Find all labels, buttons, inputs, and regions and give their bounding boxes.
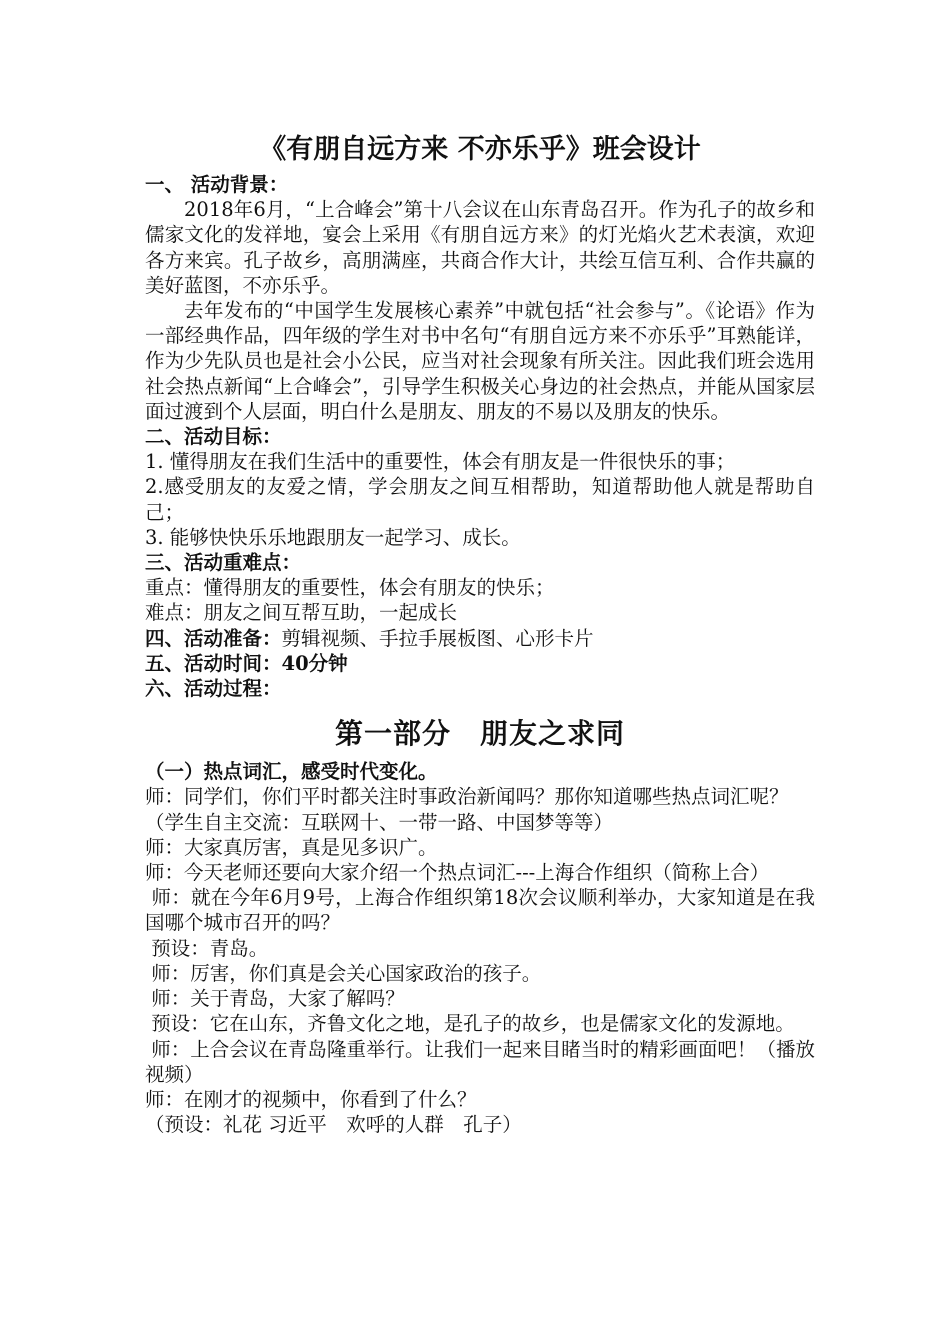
- document-page: [145, 130, 815, 1137]
- dialog-line: 师：上合会议在青岛隆重举行。让我们一起来目睹当时的精彩画面吧！（播放视频）: [145, 1037, 815, 1086]
- dialog-line: 师：关于青岛，大家了解吗？: [145, 987, 405, 1011]
- dialog-line: 师：大家真厉害，真是见多识广。: [145, 835, 438, 859]
- preparation-text: 剪辑视频、手拉手展板图、心形卡片: [281, 626, 594, 650]
- section-heading-background: 一、 活动背景：: [145, 173, 289, 196]
- subsection-heading-hot-words: （一）热点词汇，感受时代变化。: [145, 760, 438, 784]
- section-heading-time: 五、活动时间：: [145, 651, 282, 675]
- goal-item-3: 3. 能够快快乐乐地跟朋友一起学习、成长。: [145, 525, 521, 549]
- dialog-line: （预设：礼花 习近平 欢呼的人群 孔子）: [145, 1113, 522, 1137]
- dialog-line: 预设：青岛。: [145, 936, 269, 960]
- section-heading-preparation: 四、活动准备：: [145, 626, 282, 650]
- dialog-line: 师：厉害，你们真是会关心国家政治的孩子。: [145, 961, 542, 985]
- dialog-line: 师：就在今年6月9号，上海合作组织第18次会议顺利举办，大家知道是在我国哪个城市召开的吗？: [145, 886, 815, 935]
- goal-item-2: 2.感受朋友的友爱之情，学会朋友之间互相帮助，知道帮助他人就是帮助自己；: [145, 475, 815, 524]
- difficult-point-text: 难点：朋友之间互帮互助，一起成长: [145, 601, 458, 625]
- dialog-line: 预设：它在山东，齐鲁文化之地，是孔子的故乡，也是儒家文化的发源地。: [145, 1012, 795, 1036]
- goal-item-1: 1. 懂得朋友在我们生活中的重要性，体会有朋友是一件很快乐的事；: [145, 450, 736, 474]
- background-paragraph-2: 去年发布的“中国学生发展核心素养”中就包括“社会参与”。《论语》作为一部经典作品，四年级的学生对书中名句“有朋自远方来不亦乐乎”耳熟能详，作为少先队员也是社会小公民，应当对社会现象有所关注。因此我们班会选用社会热点新闻“上合峰会”，引导学生积极关心身边的社会热点，并能从国家层面过渡到个人层面，明白什么是朋友、朋友的不易以及朋友的快乐。: [145, 299, 815, 423]
- dialog-line: 师：同学们，你们平时都关注时事政治新闻吗？那你知道哪些热点词汇呢？: [145, 785, 789, 809]
- background-paragraph-1: 2018年6月，“上合峰会”第十八会议在山东青岛召开。作为孔子的故乡和儒家文化的发祥地，宴会上采用《有朋自远方来》的灯光焰火艺术表演，欢迎各方来宾。孔子故乡，高朋满座，共商合作大计，共绘互信互利、合作共赢的美好蓝图，不亦乐乎。: [145, 198, 815, 297]
- dialog-line: （学生自主交流：互联网十、一带一路、中国梦等等）: [145, 810, 614, 834]
- section-heading-process: 六、活动过程：: [145, 677, 282, 701]
- time-text: 40分钟: [281, 651, 348, 675]
- dialog-line: 师：在刚才的视频中，你看到了什么？: [145, 1087, 477, 1111]
- time-line: [145, 651, 815, 676]
- document-title: 《有朋自远方来 不亦乐乎》班会设计: [259, 134, 701, 165]
- key-point-text: 重点：懂得朋友的重要性，体会有朋友的快乐；: [145, 576, 555, 600]
- dialog-line: 师：今天老师还要向大家介绍一个热点词汇---上海合作组织（简称上合）: [145, 861, 770, 885]
- preparation-line: [145, 626, 815, 651]
- part-one-title: 第一部分 朋友之求同: [334, 717, 625, 751]
- section-heading-goals: 二、活动目标：: [145, 425, 282, 449]
- section-heading-key-points: 三、活动重难点：: [145, 551, 302, 575]
